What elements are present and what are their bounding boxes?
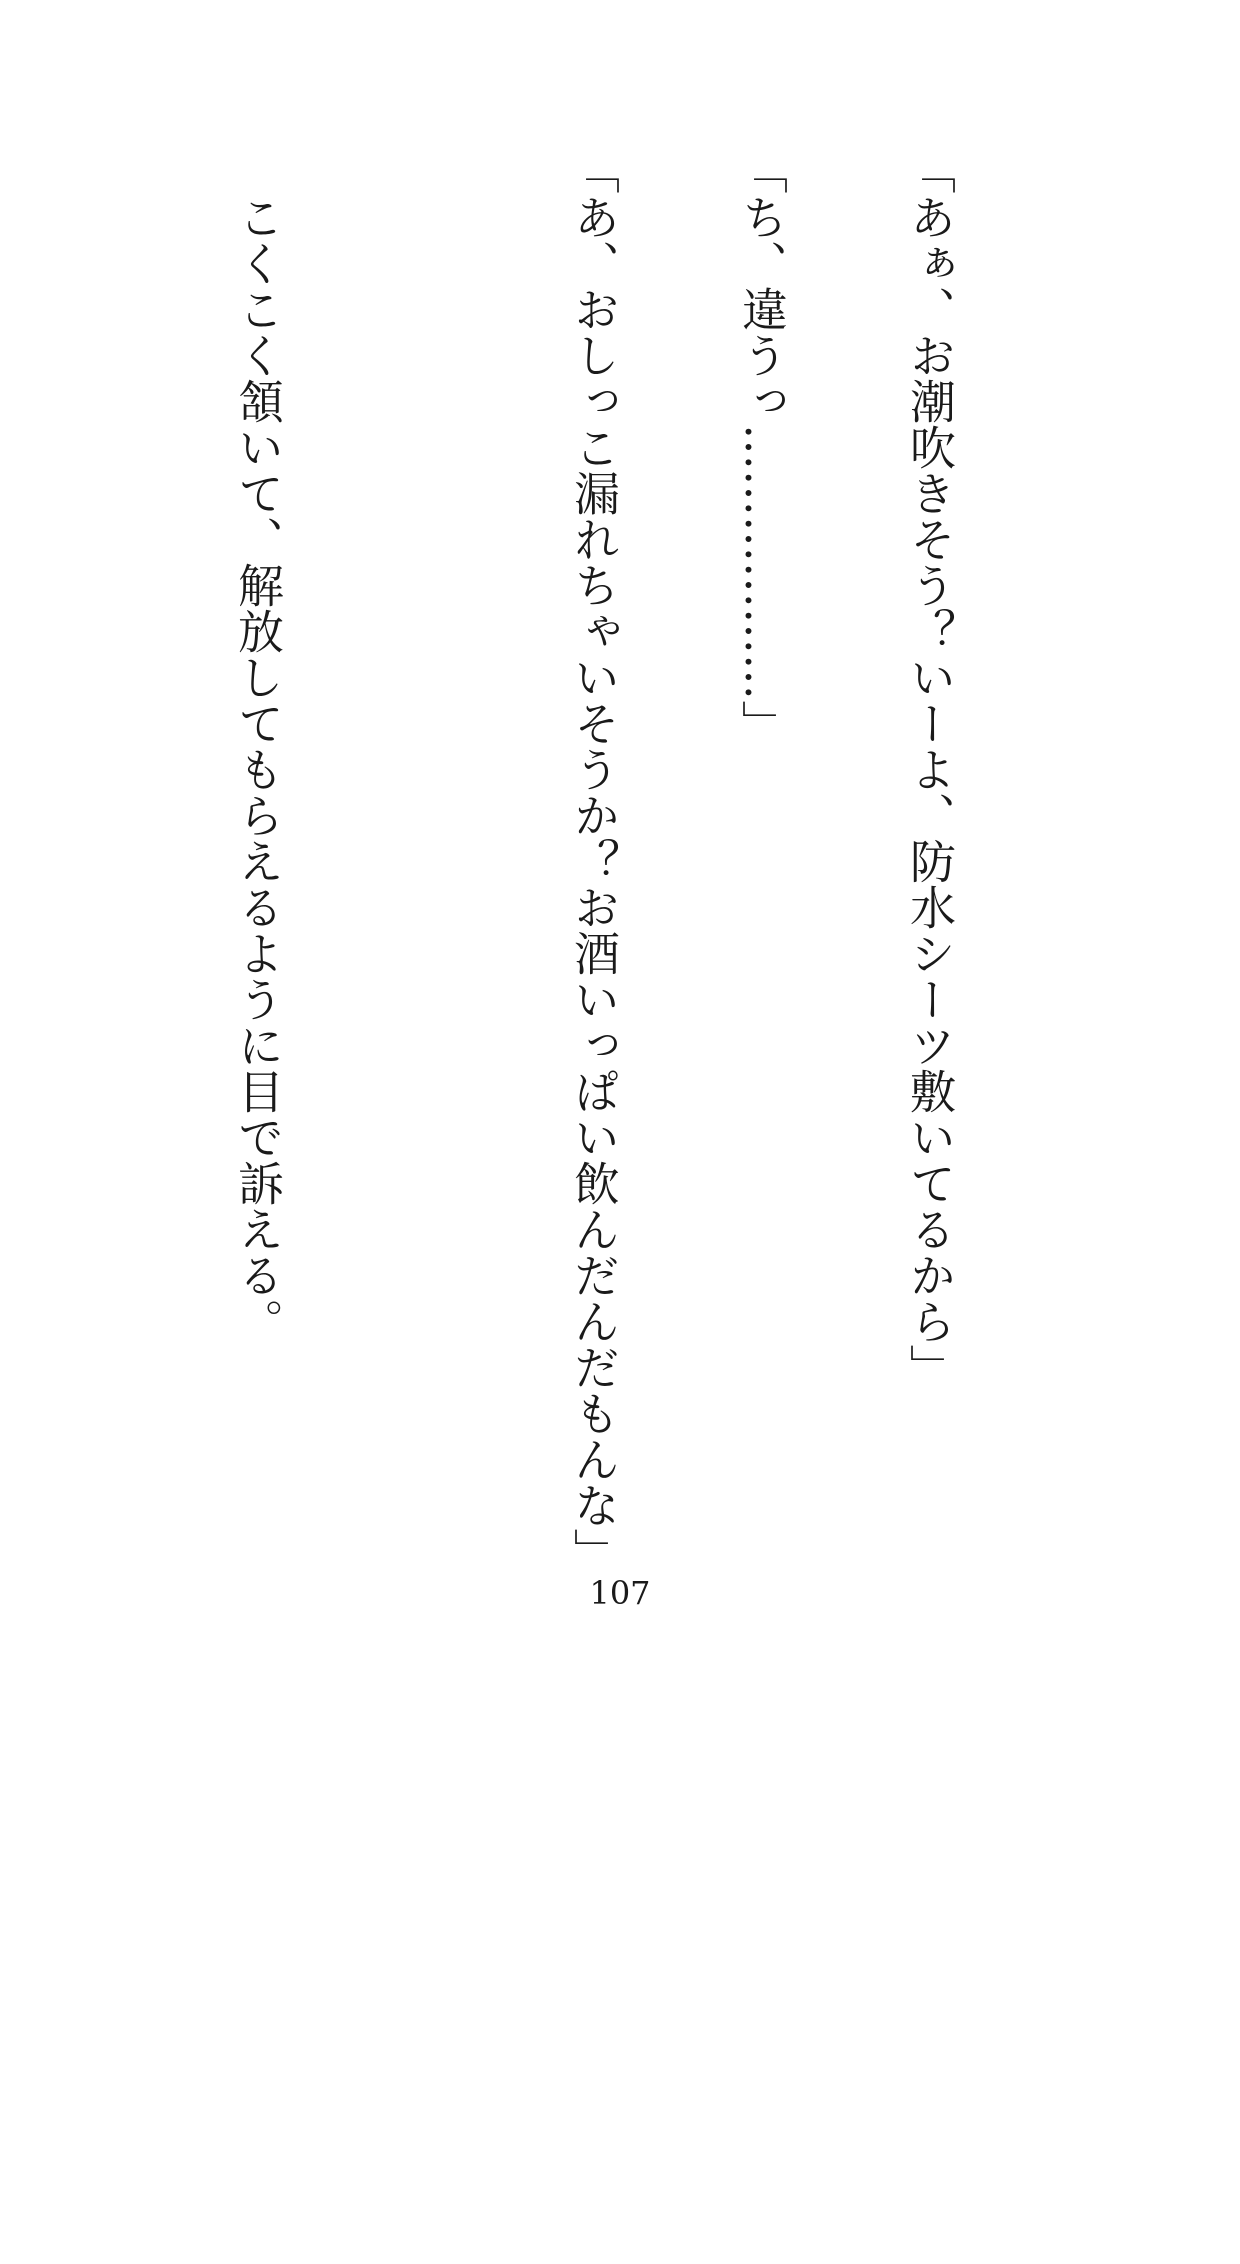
page-number: 107 bbox=[589, 1574, 651, 1612]
blank-line bbox=[62, 148, 118, 1428]
text-line: 「あ、おしっこ漏れちゃいそうか？お酒いっぱい飲んだんだもんな」 bbox=[567, 148, 621, 1574]
blank-line bbox=[398, 148, 454, 1428]
text-line: 「あぁ、お潮吹きそう？いーよ、防水シーツ敷いてるから」 bbox=[903, 148, 957, 1390]
vertical-text-body bbox=[110, 148, 1070, 1574]
text-line: 「ち、違うっ………………」 bbox=[735, 148, 789, 746]
text-line: こくこく頷いて、解放してもらえるように目で訴える。 bbox=[231, 148, 285, 1344]
